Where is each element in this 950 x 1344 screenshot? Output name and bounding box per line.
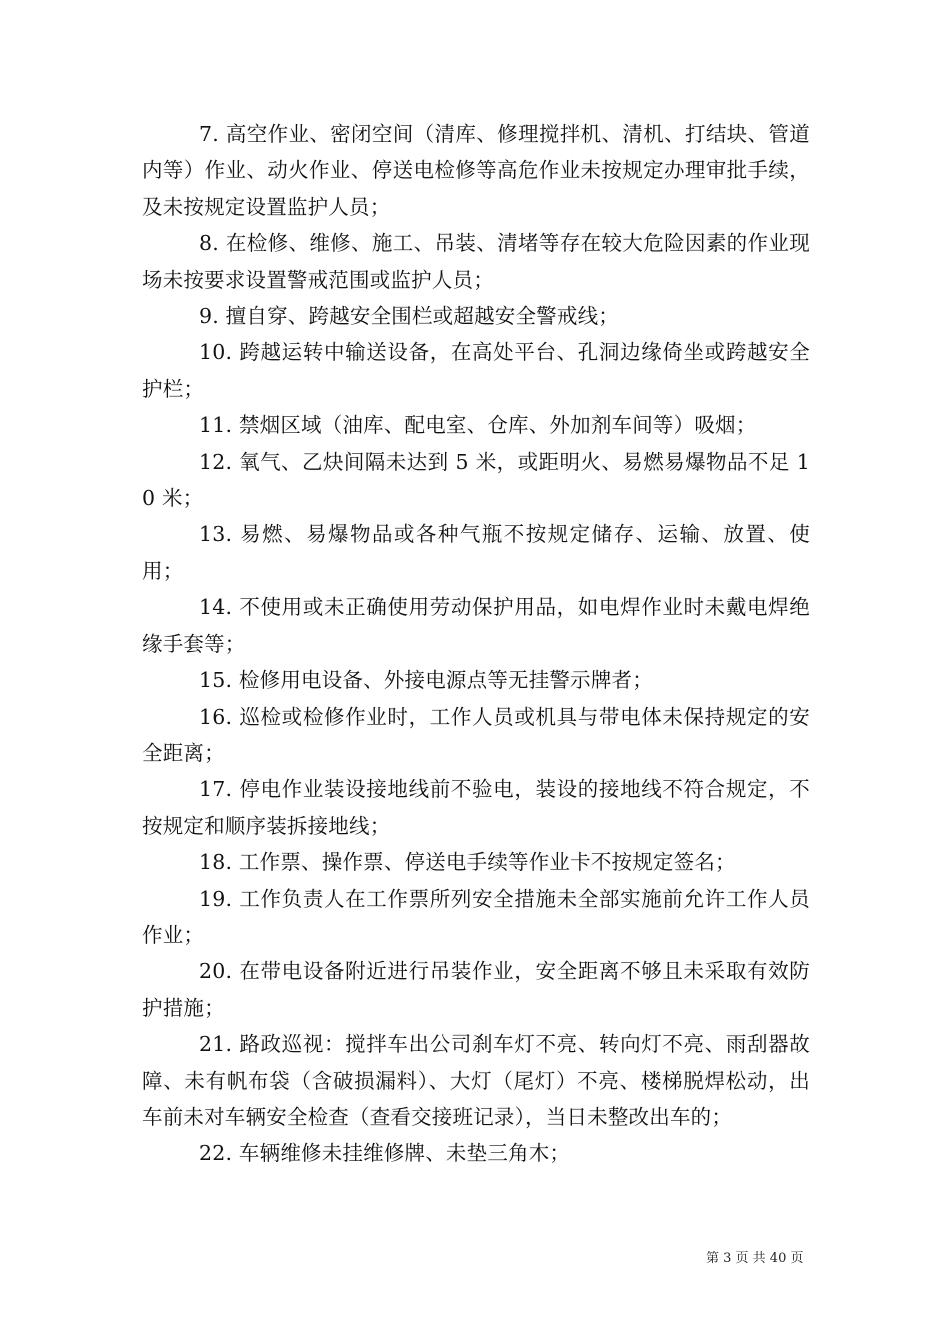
paragraph-item-19: 19. 工作负责人在工作票所列安全措施未全部实施前允许工作人员作业； — [142, 886, 810, 947]
paragraph-item-11: 11. 禁烟区域（油库、配电室、仓库、外加剂车间等）吸烟； — [199, 413, 757, 438]
page-number-footer: 第 3 页 共 40 页 — [706, 1251, 804, 1266]
paragraph-item-21: 21. 路政巡视：搅拌车出公司刹车灯不亮、转向灯不亮、雨刮器故障、未有帆布袋（含破损漏料）、大灯（尾灯）不亮、楼梯脱焊松动，出车前未对车辆安全检查（查看交接班记录），当日未整改出车的； — [142, 1032, 810, 1129]
paragraph-item-14: 14. 不使用或未正确使用劳动保护用品，如电焊作业时未戴电焊绝缘手套等； — [142, 595, 810, 656]
document-body — [142, 116, 810, 1172]
paragraph-item-10: 10. 跨越运转中输送设备，在高处平台、孔洞边缘倚坐或跨越安全护栏； — [142, 340, 810, 401]
paragraph-item-20: 20. 在带电设备附近进行吊装作业，安全距离不够且未采取有效防护措施； — [142, 959, 810, 1020]
paragraph-item-9: 9. 擅自穿、跨越安全围栏或超越安全警戒线； — [199, 304, 619, 329]
paragraph-item-17: 17. 停电作业装设接地线前不验电，装设的接地线不符合规定，不按规定和顺序装拆接地线； — [142, 777, 810, 838]
paragraph-item-22: 22. 车辆维修未挂维修牌、未垫三角木； — [199, 1141, 571, 1166]
paragraph-item-7: 7. 高空作业、密闭空间（清库、修理搅拌机、清机、打结块、管道内等）作业、动火作业、停送电检修等高危作业未按规定办理审批手续，及未按规定设置监护人员； — [142, 122, 810, 219]
paragraph-item-13: 13. 易燃、易爆物品或各种气瓶不按规定储存、运输、放置、使用； — [142, 522, 810, 583]
paragraph-item-12: 12. 氧气、乙炔间隔未达到 5 米，或距明火、易燃易爆物品不足 10 米； — [142, 449, 810, 511]
paragraph-item-16: 16. 巡检或检修作业时，工作人员或机具与带电体未保持规定的安全距离； — [142, 704, 810, 765]
paragraph-item-18: 18. 工作票、操作票、停送电手续等作业卡不按规定签名； — [199, 850, 736, 875]
paragraph-item-15: 15. 检修用电设备、外接电源点等无挂警示牌者； — [199, 668, 653, 693]
paragraph-item-8: 8. 在检修、维修、施工、吊装、清堵等存在较大危险因素的作业现场未按要求设置警戒范围或监护人员； — [142, 231, 810, 292]
